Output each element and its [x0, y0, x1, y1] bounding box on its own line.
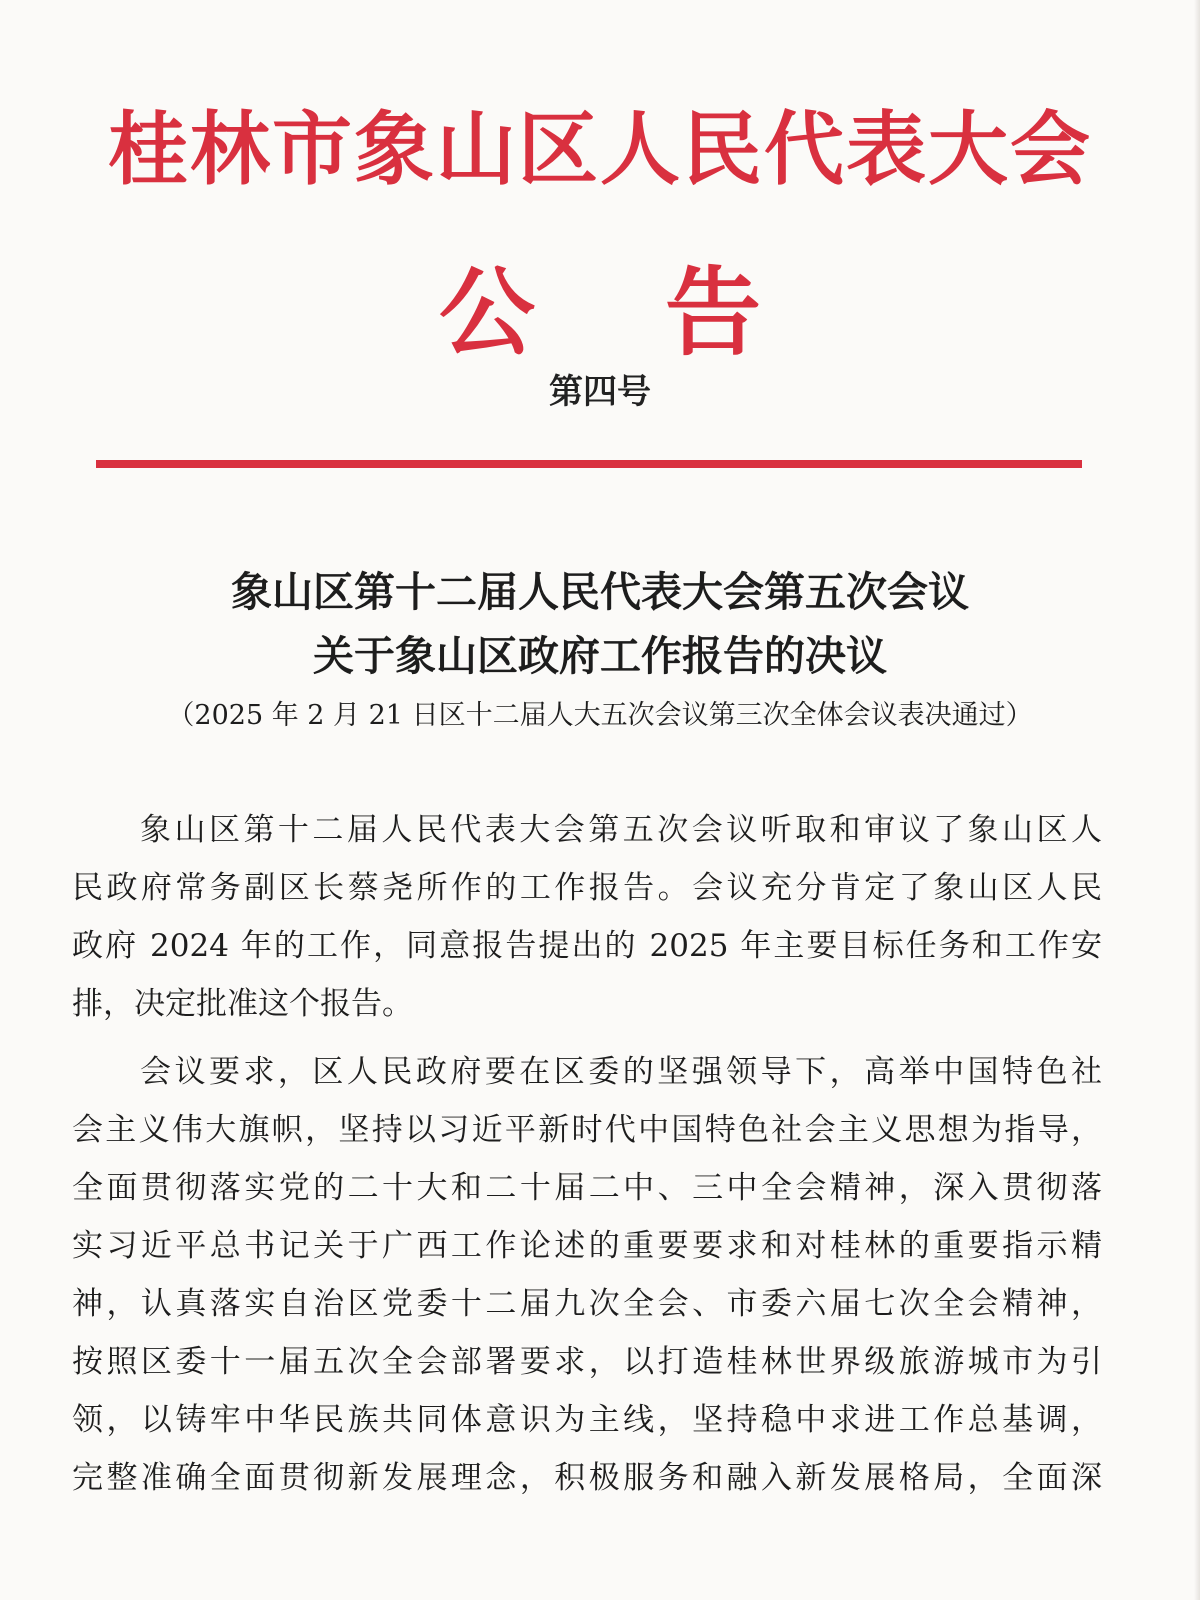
body-paragraph-2-line: 完整准确全面贯彻新发展理念，积极服务和融入新发展格局，全面深: [72, 1460, 1102, 1496]
body-paragraph-1-line: 民政府常务副区长蔡尧所作的工作报告。会议充分肯定了象山区人民: [72, 870, 1102, 906]
red-separator-rule: [96, 460, 1082, 468]
page-edge: [1194, 0, 1200, 1600]
body-paragraph-1-line: 象山区第十二届人民代表大会第五次会议听取和审议了象山区人: [140, 812, 1102, 848]
issuing-organization-title: 桂林市象山区人民代表大会: [108, 103, 1092, 196]
body-paragraph-1-line: 排，决定批准这个报告。: [72, 986, 413, 1022]
body-paragraph-2-line: 实习近平总书记关于广西工作论述的重要要求和对桂林的重要指示精: [72, 1228, 1102, 1264]
resolution-title-line-2: 关于象山区政府工作报告的决议: [313, 632, 887, 680]
body-paragraph-2-line: 会主义伟大旗帜，坚持以习近平新时代中国特色社会主义思想为指导，: [72, 1112, 1102, 1148]
document-number: 第四号: [549, 372, 651, 412]
resolution-adoption-note: （2025 年 2 月 21 日区十二届人大五次会议第三次全体会议表决通过）: [167, 700, 1033, 731]
body-paragraph-1-line: 政府 2024 年的工作，同意报告提出的 2025 年主要目标任务和工作安: [72, 928, 1102, 964]
resolution-title-line-1: 象山区第十二届人民代表大会第五次会议: [231, 568, 969, 616]
body-paragraph-2-line: 领，以铸牢中华民族共同体意识为主线，坚持稳中求进工作总基调，: [72, 1402, 1102, 1438]
document-type-heading: 公告: [439, 257, 891, 369]
body-paragraph-2-line: 会议要求，区人民政府要在区委的坚强领导下，高举中国特色社: [140, 1054, 1102, 1090]
body-paragraph-2-line: 全面贯彻落实党的二十大和二十届二中、三中全会精神，深入贯彻落: [72, 1170, 1102, 1206]
body-paragraph-2-line: 神，认真落实自治区党委十二届九次全会、市委六届七次全会精神，: [72, 1286, 1102, 1322]
body-paragraph-2-line: 按照区委十一届五次全会部署要求，以打造桂林世界级旅游城市为引: [72, 1344, 1102, 1380]
